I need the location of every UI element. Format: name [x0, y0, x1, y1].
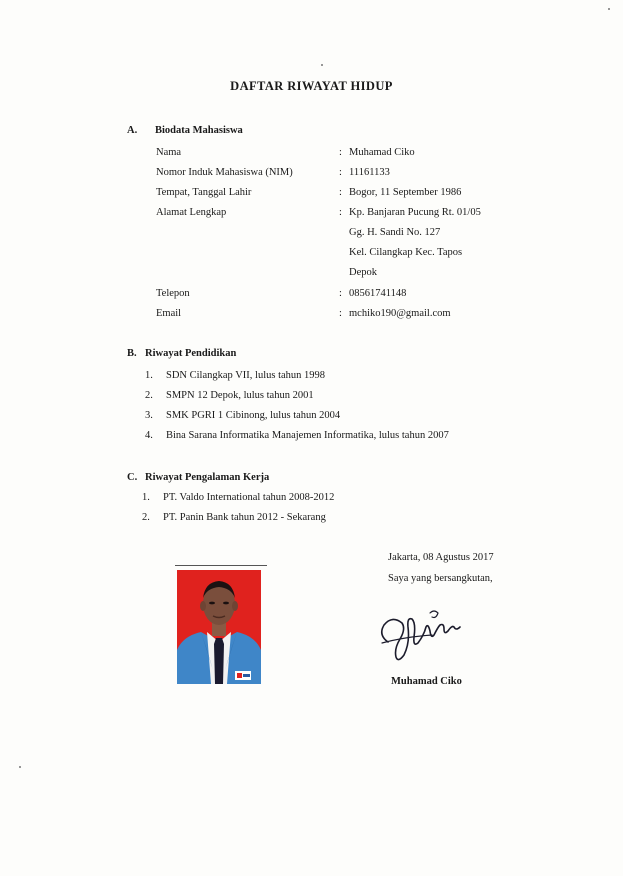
field-label: Tempat, Tanggal Lahir [156, 187, 252, 198]
section-letter: C. [127, 472, 138, 483]
biodata-row-nim [156, 167, 390, 178]
biodata-row-nama [156, 147, 415, 158]
list-item [145, 390, 314, 401]
scan-speck [608, 8, 610, 10]
list-text: PT. Panin Bank tahun 2012 - Sekarang [163, 512, 326, 523]
section-title: Riwayat Pengalaman Kerja [145, 472, 270, 483]
field-value: 11161133 [349, 167, 390, 178]
list-number: 1. [145, 370, 153, 381]
field-label: Alamat Lengkap [156, 207, 227, 218]
section-title: Riwayat Pendidikan [145, 348, 237, 359]
list-item [145, 430, 449, 441]
field-colon: : [339, 288, 342, 299]
closing-statement: Saya yang bersangkutan, [388, 573, 493, 584]
biodata-row-ttl [156, 187, 461, 198]
field-value: Muhamad Ciko [349, 147, 415, 158]
portrait-image [177, 570, 261, 684]
field-label: Email [156, 308, 182, 319]
field-colon: : [339, 308, 342, 319]
list-item [145, 370, 325, 381]
section-letter: A. [127, 125, 138, 136]
place-date: Jakarta, 08 Agustus 2017 [388, 552, 494, 563]
section-pengalaman-heading [127, 472, 269, 483]
biodata-row-email [156, 308, 451, 319]
handwritten-signature [374, 597, 474, 667]
biodata-row-telepon [156, 288, 406, 299]
field-label: Nama [156, 147, 182, 158]
field-value: mchiko190@gmail.com [349, 308, 451, 319]
list-text: SMPN 12 Depok, lulus tahun 2001 [166, 390, 314, 401]
profile-photo [177, 570, 261, 684]
list-number: 1. [142, 492, 150, 503]
list-item [142, 492, 334, 503]
scan-speck [321, 64, 323, 66]
list-number: 2. [142, 512, 150, 523]
list-item [145, 410, 340, 421]
list-text: SDN Cilangkap VII, lulus tahun 1998 [166, 370, 326, 381]
address-line-3: Kel. Cilangkap Kec. Tapos [349, 247, 463, 258]
field-colon: : [339, 187, 342, 198]
address-line-2: Gg. H. Sandi No. 127 [349, 227, 441, 238]
field-value: Bogor, 11 September 1986 [349, 187, 462, 198]
list-number: 2. [145, 390, 153, 401]
list-number: 4. [145, 430, 153, 441]
address-line-4: Depok [349, 267, 377, 278]
list-text: SMK PGRI 1 Cibinong, lulus tahun 2004 [166, 410, 341, 421]
field-label: Nomor Induk Mahasiswa (NIM) [156, 167, 293, 178]
list-text: PT. Valdo International tahun 2008-2012 [163, 492, 335, 503]
field-label: Telepon [156, 288, 190, 299]
biodata-row-alamat [156, 207, 481, 218]
section-pendidikan-heading [127, 348, 236, 359]
field-colon: : [339, 167, 342, 178]
field-colon: : [339, 207, 342, 218]
scan-speck [19, 766, 21, 768]
signer-name: Muhamad Ciko [391, 676, 462, 687]
section-biodata-heading [127, 125, 243, 136]
page-title: DAFTAR RIWAYAT HIDUP [230, 79, 393, 93]
field-value: Kp. Banjaran Pucung Rt. 01/05 [349, 207, 481, 218]
list-text: Bina Sarana Informatika Manajemen Informatika, lulus tahun 2007 [166, 430, 449, 441]
field-colon: : [339, 147, 342, 158]
photo-divider-line [175, 565, 267, 566]
field-value: 08561741148 [349, 288, 407, 299]
section-letter: B. [127, 348, 137, 359]
section-title: Biodata Mahasiswa [155, 125, 243, 136]
list-item [142, 512, 326, 523]
list-number: 3. [145, 410, 153, 421]
